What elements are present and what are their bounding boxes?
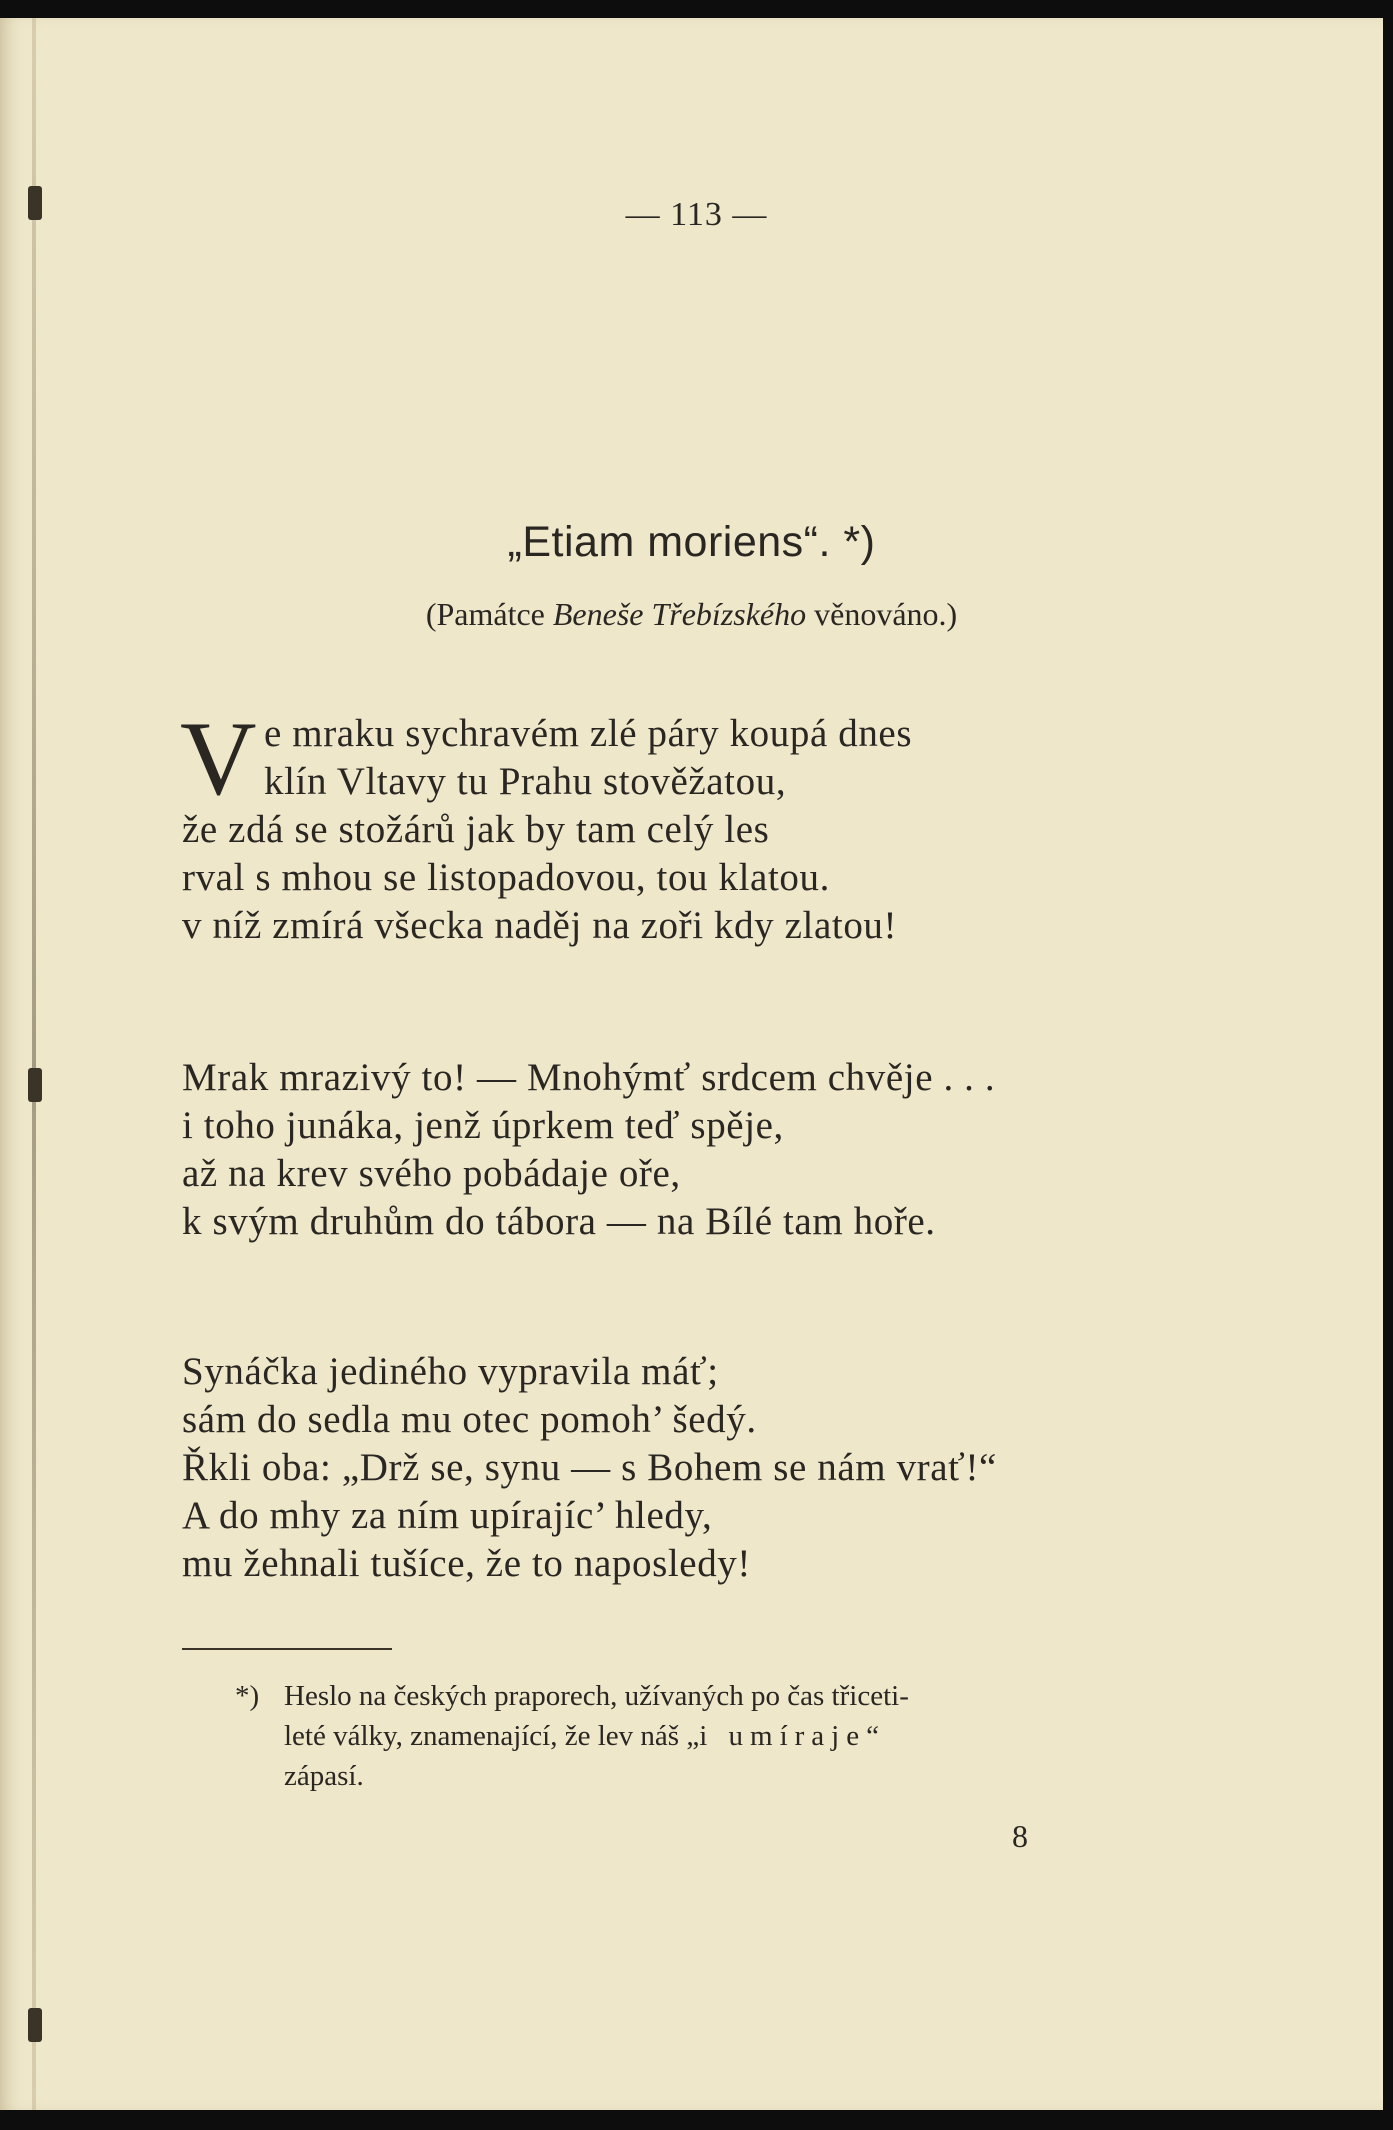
verse-line: v níž zmírá všecka naděj na zoři kdy zlatou! — [182, 904, 898, 947]
signature-mark: 8 — [1012, 1818, 1028, 1854]
page-gutter — [32, 18, 36, 2110]
verse-line: až na krev svého pobádaje oře, — [182, 1152, 681, 1195]
footnote-text: leté války, znamenající, že lev náš „ — [284, 1720, 700, 1752]
verse-line: Mrak mrazivý to! — Mnohýmť srdcem chvěje . . . — [182, 1056, 996, 1099]
verse-line: k svým druhům do tábora — na Bílé tam hoře. — [182, 1200, 936, 1243]
verse-line: e mraku sychravém zlé páry koupá dnes — [264, 712, 913, 755]
verse-line: rval s mhou se listopadovou, tou klatou. — [182, 856, 830, 899]
dedication-name: Beneše Třebízského — [552, 596, 807, 632]
poem-title: „Etiam moriens“. *) — [507, 518, 876, 566]
dedication-prefix: (Památce — [425, 596, 553, 632]
footnote-rule — [182, 1648, 392, 1650]
footnote-line — [238, 1716, 1138, 1756]
footnote-spaced-text: i umíraje — [699, 1720, 867, 1752]
stanza-2 — [182, 1054, 995, 1246]
verse-line: Synáčka jediného vypravila máť; — [182, 1350, 719, 1393]
footnote-line: Heslo na českých praporech, užívaných po čas třiceti- — [284, 1680, 909, 1712]
verse-line: mu žehnali tušíce, že to naposledy! — [182, 1542, 751, 1585]
verse-line: Řkli oba: „Drž se, synu — s Bohem se nám vrať!“ — [182, 1446, 997, 1489]
verse-line: i toho junáka, jenž úprkem teď spěje, — [182, 1104, 784, 1147]
stanza-3 — [182, 1348, 997, 1588]
poem-dedication — [0, 596, 1383, 633]
gutter-mark — [28, 1068, 42, 1102]
dedication-suffix: věnováno.) — [806, 596, 958, 632]
footnote — [235, 1676, 1138, 1796]
footnote-text: “ — [866, 1720, 879, 1752]
gutter-mark — [28, 2008, 42, 2042]
verse-line: A do mhy za ním upírajíc’ hledy, — [182, 1494, 713, 1537]
verse-line: klín Vltavy tu Prahu stověžatou, — [264, 760, 787, 803]
stanza-1 — [182, 710, 912, 950]
verse-line: sám do sedla mu otec pomoh’ šedý. — [182, 1398, 757, 1441]
footnote-marker: *) — [235, 1680, 260, 1712]
drop-cap: V — [180, 700, 257, 817]
verse-line: že zdá se stožárů jak by tam celý les — [182, 808, 770, 851]
footnote-line: zápasí. — [284, 1760, 364, 1792]
page-number: — 113 — — [625, 196, 768, 233]
